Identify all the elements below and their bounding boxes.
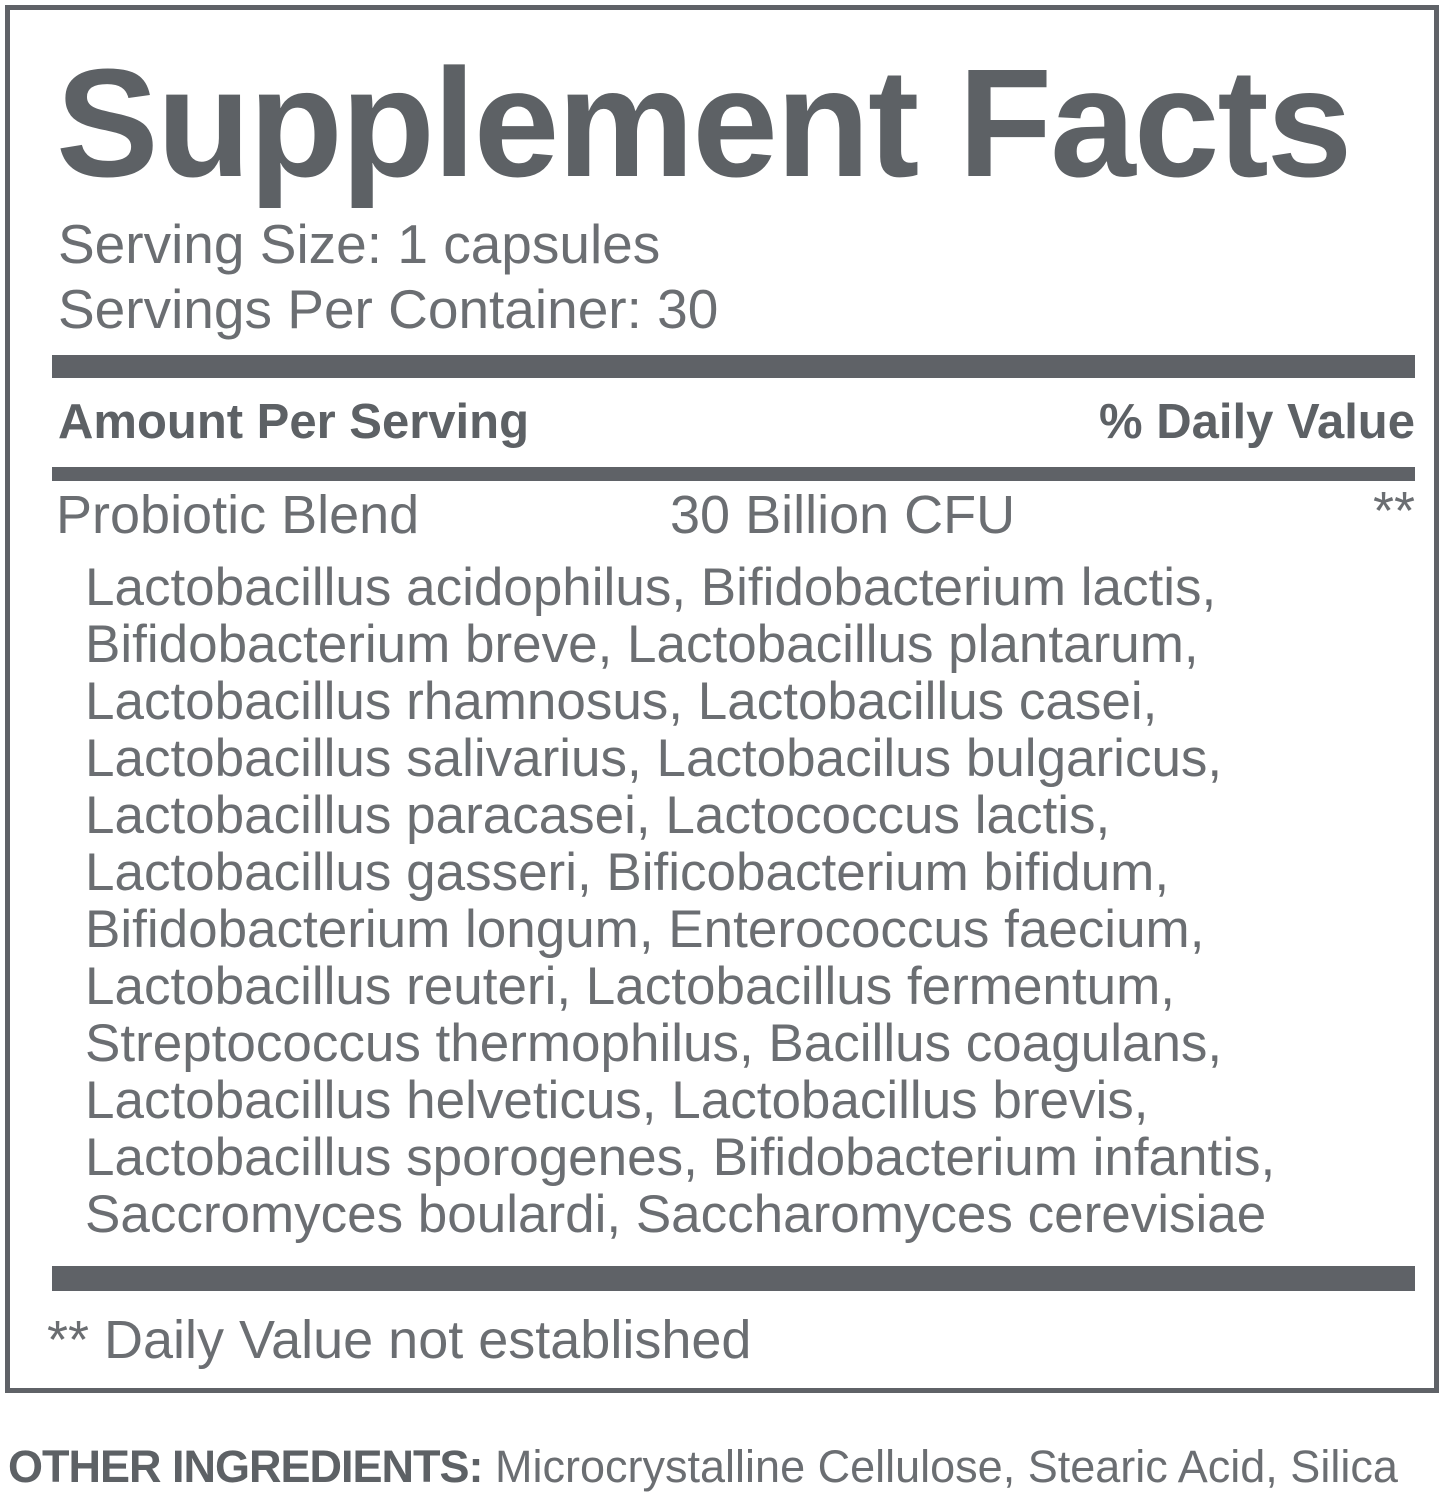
serving-info (58, 212, 718, 342)
servings-per-container-text: Servings Per Container: 30 (58, 278, 719, 340)
ingredient-line: Lactobacillus reuteri, Lactobacillus fermentum, (85, 957, 1175, 1016)
ingredient-line: Bifidobacterium breve, Lactobacillus plantarum, (85, 615, 1199, 674)
blend-ingredient-list (85, 559, 1420, 1243)
daily-value-footnote: ** Daily Value not established (47, 1310, 752, 1370)
probiotic-blend-row (52, 481, 1415, 545)
ingredient-line: Saccromyces boulardi, Saccharomyces cerevisiae (85, 1185, 1267, 1244)
other-ingredients-line (8, 1440, 1450, 1494)
ingredient-name: Probiotic Blend (56, 485, 420, 545)
supplement-facts-panel (5, 5, 1439, 1393)
ingredient-amount: 30 Billion CFU (670, 485, 1016, 545)
ingredient-daily-value: ** (1372, 481, 1415, 541)
ingredient-line: Bifidobacterium longum, Enterococcus faecium, (85, 900, 1205, 959)
ingredient-line: Lactobacillus rhamnosus, Lactobacillus casei, (85, 672, 1158, 731)
daily-value-header: % Daily Value (1099, 395, 1415, 449)
amount-per-serving-header: Amount Per Serving (58, 395, 530, 449)
ingredient-line: Lactobacillus gasseri, Bificobacterium bifidum, (85, 843, 1170, 902)
ingredient-line: Lactobacillus sporogenes, Bifidobacterium infantis, (85, 1128, 1276, 1187)
ingredient-line: Streptococcus thermophilus, Bacillus coagulans, (85, 1014, 1223, 1073)
ingredient-line: Lactobacillus helveticus, Lactobacillus brevis, (85, 1071, 1149, 1130)
serving-size-text: Serving Size: 1 capsules (58, 213, 661, 275)
other-ingredients-label: OTHER INGREDIENTS: (8, 1441, 483, 1492)
ingredient-line: Lactobacillus paracasei, Lactococcus lactis, (85, 786, 1111, 845)
supplement-facts-title: Supplement Facts (56, 37, 1351, 209)
thick-divider-bottom (52, 1266, 1415, 1291)
thick-divider-top (52, 355, 1415, 378)
ingredient-line: Lactobacillus acidophilus, Bifidobacterium lactis, (85, 558, 1217, 617)
ingredient-line: Lactobacillus salivarius, Lactobacilus bulgaricus, (85, 729, 1223, 788)
column-header-row (52, 394, 1415, 450)
divider-under-headers (52, 467, 1415, 481)
other-ingredients-text: Microcrystalline Cellulose, Stearic Acid, Silica (482, 1441, 1398, 1492)
